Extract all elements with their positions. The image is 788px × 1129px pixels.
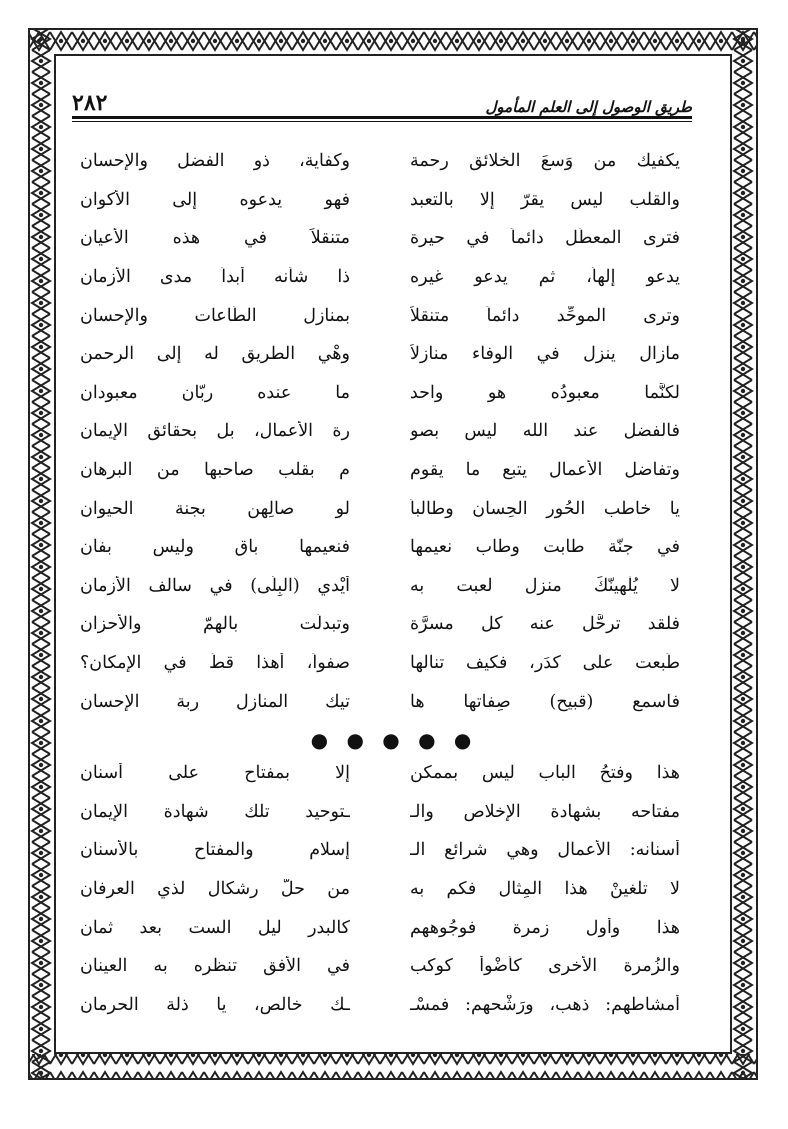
- page-number: ٢٨٢: [72, 90, 108, 116]
- poem-section-2: [80, 754, 680, 1024]
- verse-row: [80, 142, 680, 181]
- first-hemistich: وترى الموحِّد دائماً متنقلاً: [410, 305, 680, 326]
- first-hemistich: هذا وأول زمرة فوجُوههم: [410, 917, 680, 938]
- first-hemistich: مازال ينزل في الوفاء منازلاً: [410, 344, 680, 365]
- verse-row: [80, 831, 680, 870]
- verse-row: [80, 644, 680, 683]
- second-hemistich: من حلّ رشكال لذي العرفان: [80, 879, 350, 900]
- first-hemistich: فترى المعطّل دائماً في حيرة: [410, 228, 680, 249]
- second-hemistich: فنعيمها باق وليس بفان: [80, 537, 350, 558]
- verse-row: [80, 908, 680, 947]
- first-hemistich: أسنانه: الأعمال وهي شرائع الـ: [410, 840, 680, 861]
- second-hemistich: وهْي الطريق له إلى الرحمن: [80, 344, 350, 365]
- first-hemistich: والزُمرة الأخرى كأضْوأ كوكب: [410, 956, 680, 977]
- verse-row: [80, 947, 680, 986]
- second-hemistich: إلا بمفتاح على أسنان: [80, 763, 350, 784]
- verse-row: [80, 870, 680, 909]
- verse-row: [80, 754, 680, 793]
- poem-section-1: [80, 142, 680, 721]
- second-hemistich: في الأفق تنظره به العينان: [80, 956, 350, 977]
- first-hemistich: فاسمع (قبيح) صِفاتها ها: [410, 691, 680, 712]
- first-hemistich: فالفضل عند الله ليس بصو: [410, 421, 680, 442]
- second-hemistich: كالبدر ليل الست بعد ثمان: [80, 917, 350, 938]
- verse-row: [80, 181, 680, 220]
- verse-row: [80, 219, 680, 258]
- header-rule-thin: [72, 121, 692, 122]
- verse-row: [80, 986, 680, 1025]
- second-hemistich: ـك خالص، يا ذلة الحرمان: [80, 994, 350, 1015]
- first-hemistich: يدعو إلهاً، ثم يدعو غيره: [410, 267, 680, 288]
- second-hemistich: رة الأعمال، بل بحقائق الإيمان: [80, 421, 350, 442]
- second-hemistich: لوِ صالِهن بجنة الحيوان: [80, 498, 350, 519]
- second-hemistich: فهو يدعوه إلى الأكوان: [80, 189, 350, 210]
- first-hemistich: في جنّة طابت وطاب نعيمها: [410, 537, 680, 558]
- first-hemistich: لكنَّما معبودُه هو واحد: [410, 382, 680, 403]
- verse-row: [80, 567, 680, 606]
- verse-row: [80, 528, 680, 567]
- first-hemistich: فلقد ترحَّل عنه كل مسرَّة: [410, 614, 680, 635]
- verse-row: [80, 451, 680, 490]
- page-header: [72, 88, 692, 116]
- second-hemistich: متنقلاً في هذه الأعيان: [80, 228, 350, 249]
- verse-row: [80, 489, 680, 528]
- first-hemistich: مفتاحه بشهادة الإخلاص والـ: [410, 801, 680, 822]
- verse-row: [80, 793, 680, 832]
- first-hemistich: طُبعت على كدَر، فكيف تنالها: [410, 653, 680, 674]
- second-hemistich: صفواً، أهذا قطُّ في الإمكان؟: [80, 653, 350, 674]
- first-hemistich: يكفيك من وَسعَ الخلائق رحمة: [410, 151, 680, 172]
- running-title: طريق الوصول إلى العلم المأمول: [485, 98, 692, 116]
- second-hemistich: وتبدلّت بالهمّ والأحزان: [80, 614, 350, 635]
- first-hemistich: هذا وفتحُ الباب ليس بممكن: [410, 763, 680, 784]
- first-hemistich: وتفاضل الأعمال يتبع ما يقوم: [410, 460, 680, 481]
- second-hemistich: بمنازل الطّاعات والإحسان: [80, 305, 350, 326]
- first-hemistich: يا خاطب الحُور الحِسان وطالباً: [410, 498, 680, 519]
- second-hemistich: وكفاية، ذو الفضل والإحسان: [80, 151, 350, 172]
- first-hemistich: لا تلغينْ هذا المِثال فكم به: [410, 879, 680, 900]
- verse-row: [80, 258, 680, 297]
- first-hemistich: أمشاطهم: ذهب، ورَشْحهم: فمسْـ: [410, 994, 680, 1015]
- verse-row: [80, 335, 680, 374]
- second-hemistich: ذا شأنه أبداً مدى الأزمان: [80, 267, 350, 288]
- verse-row: [80, 374, 680, 413]
- second-hemistich: م بقلب صاحبها من البرهان: [80, 460, 350, 481]
- first-hemistich: لا يُلْهينّكَ منزل لعبت به: [410, 575, 680, 596]
- verse-row: [80, 412, 680, 451]
- section-separator-dots: ● ● ● ● ●: [310, 728, 478, 752]
- second-hemistich: أَيْدي (البِلَى) في سالف الأزمان: [80, 575, 350, 596]
- header-rule: [72, 116, 692, 119]
- second-hemistich: إِسلام والمفتاح بالأسنان: [80, 840, 350, 861]
- verse-row: [80, 682, 680, 721]
- second-hemistich: ـتوحيد تلك شهادة الإيمان: [80, 801, 350, 822]
- second-hemistich: ما عنده ربّان معبودان: [80, 382, 350, 403]
- verse-row: [80, 605, 680, 644]
- second-hemistich: تيك المنازل ربة الإحسان: [80, 691, 350, 712]
- first-hemistich: والقلب ليس يقرّ إلا بالتعبد: [410, 189, 680, 210]
- verse-row: [80, 296, 680, 335]
